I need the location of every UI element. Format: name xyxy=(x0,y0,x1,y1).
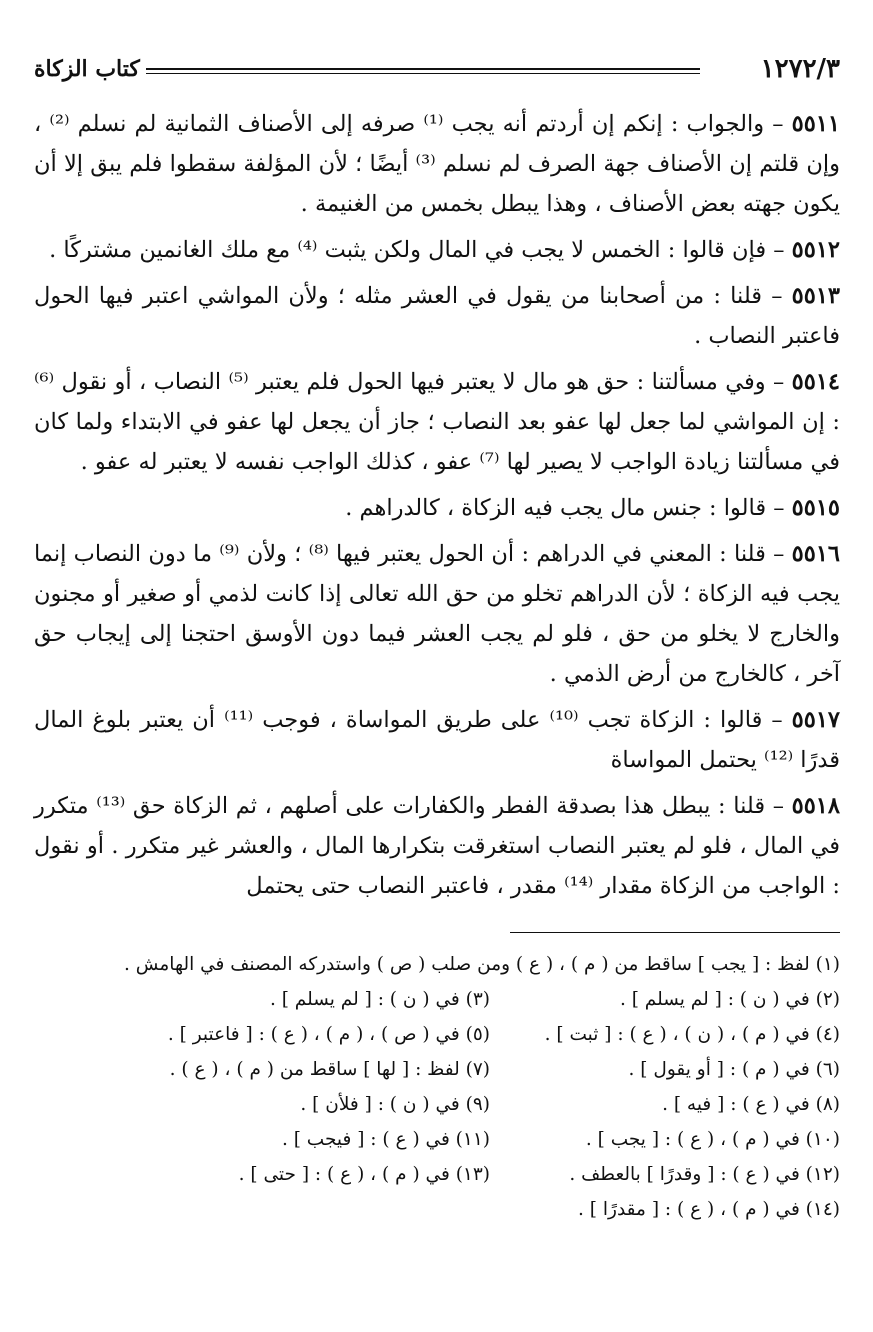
paragraph-5512 xyxy=(34,230,840,270)
footnotes xyxy=(34,947,840,1227)
footnote-4: (٤) في ( م ) ، ( ن ) ، ( ع ) : [ ثبت ] . xyxy=(544,1024,840,1045)
footnote-7: (٧) لفظ : [ لها ] ساقط من ( م ) ، ( ع ) . xyxy=(169,1059,490,1080)
paragraph-5518 xyxy=(34,786,840,906)
footnote-1: (١) لفظ : [ يجب ] ساقط من ( م ) ، ( ع ) ومن صلب ( ص ) واستدركه المصنف في الهامش . xyxy=(124,954,840,975)
footnote-11: (١١) في ( ع ) : [ فيجب ] . xyxy=(281,1129,490,1150)
paragraph-number: ٥٥١٨ xyxy=(791,793,840,819)
paragraph-number: ٥٥١٦ xyxy=(791,541,841,567)
paragraph-text: – قلنا : من أصحابنا من يقول في العشر مثله ؛ ولأن المواشي اعتبر فيها الحول فاعتبر النصاب . xyxy=(34,283,840,349)
footnote-9: (٩) في ( ن ) : [ فلأن ] . xyxy=(300,1094,490,1115)
paragraph-text: – قالوا : الزكاة تجب ⁽¹⁰⁾ على طريق المواساة ، فوجب ⁽¹¹⁾ أن يعتبر بلوغ المال قدرًا ⁽¹²⁾ يحتمل المواساة xyxy=(34,707,840,773)
page-number: ١٢٧٢/٣ xyxy=(760,54,840,84)
footnote-5: (٥) في ( ص ) ، ( م ) ، ( ع ) : [ فاعتبر ] . xyxy=(167,1024,490,1045)
footnote-6: (٦) في ( م ) : [ أو يقول ] . xyxy=(628,1059,840,1080)
paragraph-5511 xyxy=(34,104,840,224)
paragraph-text: – والجواب : إنكم إن أردتم أنه يجب ⁽¹⁾ صرفه إلى الأصناف الثمانية لم نسلم ⁽²⁾ ، وإن قلتم إن الأصناف جهة الصرف لم نسلم ⁽³⁾ أيضًا ؛ لأن المؤلفة سقطوا فلم يبق إلا أن يكون جهته بعض الأصناف ، وهذا يبطل بخمس من الغنيمة . xyxy=(34,111,840,217)
footnote-14: (١٤) في ( م ) ، ( ع ) : [ مقدرًا ] . xyxy=(578,1199,840,1220)
footnote-3: (٣) في ( ن ) : [ لم يسلم ] . xyxy=(269,989,490,1010)
paragraph-text: – فإن قالوا : الخمس لا يجب في المال ولكن يثبت ⁽⁴⁾ مع ملك الغانمين مشتركًا . xyxy=(49,237,792,263)
paragraph-text: – وفي مسألتنا : حق هو مال لا يعتبر فيها الحول فلم يعتبر ⁽⁵⁾ النصاب ، أو نقول ⁽⁶⁾ : إن المواشي لما جعل لها عفو بعد النصاب ؛ جاز أن يجعل لها عفو في الابتداء ولما كان في مسألتنا زيادة الواجب لا يصير لها ⁽⁷⁾ عفو ، كذلك الواجب نفسه لا يعتبر له عفو . xyxy=(34,369,840,475)
footnote-separator xyxy=(510,932,840,933)
paragraph-text: – قالوا : جنس مال يجب فيه الزكاة ، كالدراهم . xyxy=(345,495,792,521)
footnote-13: (١٣) في ( م ) ، ( ع ) : [ حتى ] . xyxy=(238,1164,490,1185)
footnote-12: (١٢) في ( ع ) : [ وقدرًا ] بالعطف . xyxy=(569,1164,840,1185)
paragraph-text: – قلنا : المعني في الدراهم : أن الحول يعتبر فيها ⁽⁸⁾ ؛ ولأن ⁽⁹⁾ ما دون النصاب إنما يجب فيه الزكاة ؛ لأن الدراهم تخلو من حق الله تعالى إذا كانت لذمي أو صغير أو مجنون والخارج لا يخلو من حق ، فلو لم يجب العشر فيما دون الأوسق احتجنا إلى إيجاب حق آخر ، كالخارج من أرض الذمي . xyxy=(34,541,840,687)
paragraph-5513 xyxy=(34,276,840,356)
paragraph-number: ٥٥١٧ xyxy=(791,707,840,733)
paragraph-number: ٥٥١١ xyxy=(791,111,840,137)
book-title: كتاب الزكاة xyxy=(34,56,140,82)
footnote-10: (١٠) في ( م ) ، ( ع ) : [ يجب ] . xyxy=(585,1129,840,1150)
paragraph-number: ٥٥١٢ xyxy=(791,237,840,263)
paragraph-number: ٥٥١٤ xyxy=(791,369,840,395)
paragraph-number: ٥٥١٣ xyxy=(791,283,840,309)
paragraph-text: – قلنا : يبطل هذا بصدقة الفطر والكفارات على أصلهم ، ثم الزكاة حق ⁽¹³⁾ متكرر في المال ، فلو لم يعتبر النصاب استغرقت بتكرارها المال ، والعشر غير متكرر . أو نقول : الواجب من الزكاة مقدار ⁽¹⁴⁾ مقدر ، فاعتبر النصاب حتى يحتمل xyxy=(34,793,840,899)
paragraph-5516 xyxy=(34,534,840,694)
main-text xyxy=(34,104,840,906)
paragraph-5517 xyxy=(34,700,840,780)
footnote-2: (٢) في ( ن ) : [ لم يسلم ] . xyxy=(619,989,840,1010)
page-header xyxy=(34,48,840,94)
paragraph-5515 xyxy=(34,488,840,528)
footnote-grid xyxy=(34,982,840,1227)
paragraph-number: ٥٥١٥ xyxy=(791,495,840,521)
footnote-8: (٨) في ( ع ) : [ فيه ] . xyxy=(662,1094,840,1115)
book-page xyxy=(34,48,840,1227)
paragraph-5514 xyxy=(34,362,840,482)
header-rule xyxy=(146,68,700,74)
